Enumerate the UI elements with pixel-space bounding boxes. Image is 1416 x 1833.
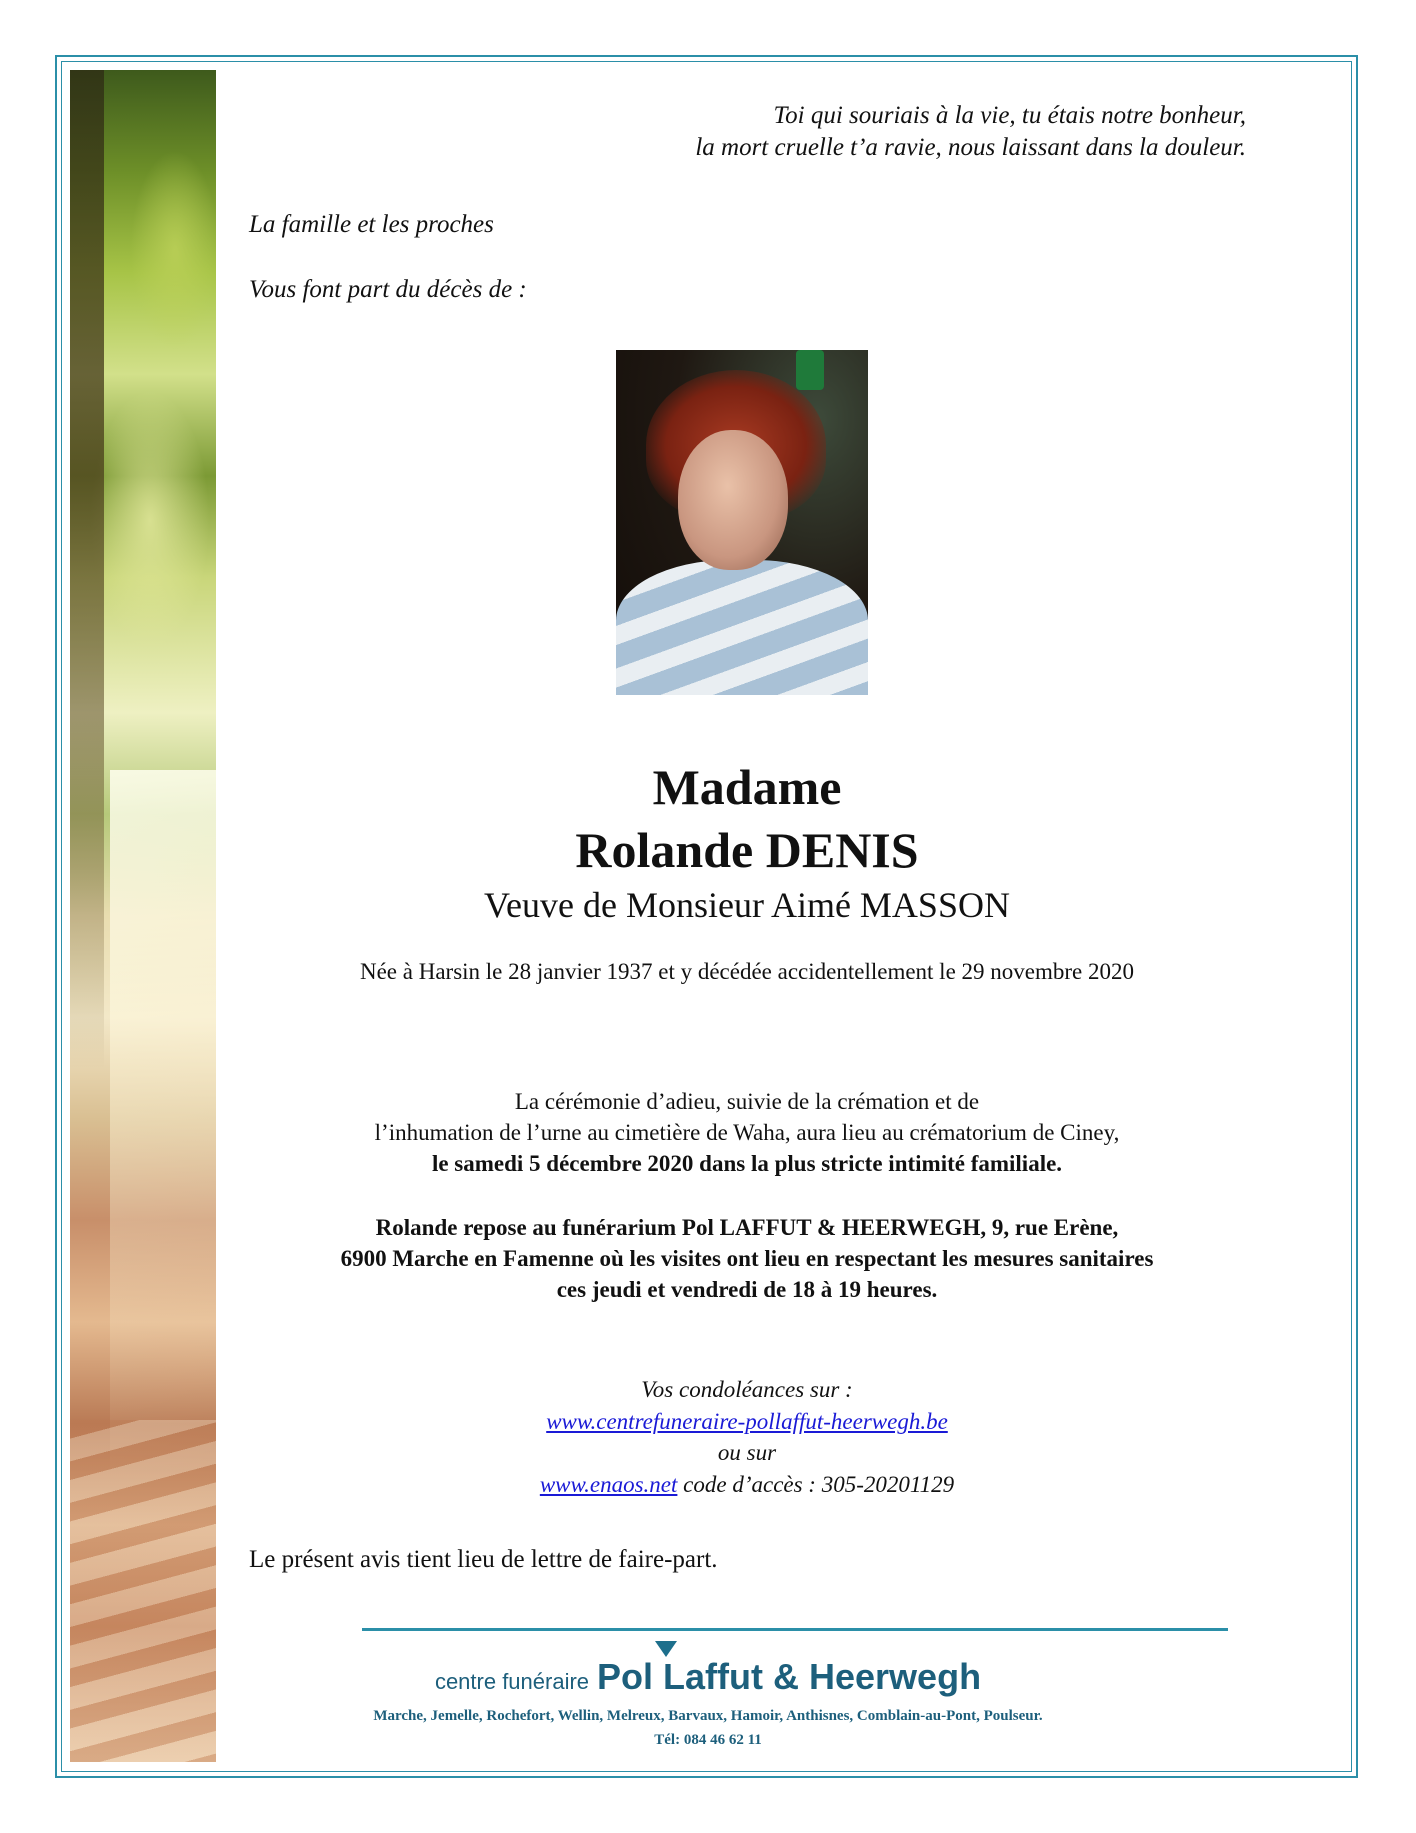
ceremony-line-2: l’inhumation de l’urne au cimetière de Waha, aura lieu au crématorium de Ciney, xyxy=(374,1120,1120,1145)
announce-line: Vous font part du décès de : xyxy=(249,276,527,303)
logo-rule xyxy=(362,1628,1228,1631)
condolences-link-row xyxy=(0,1406,1416,1437)
ceremony-line-1: La cérémonie d’adieu, suivie de la crémation et de xyxy=(514,1089,980,1114)
or-on-line: ou sur xyxy=(717,1440,777,1465)
logo-prefix: centre funéraire xyxy=(434,1669,590,1694)
notice-line: Le présent avis tient lieu de lettre de faire-part. xyxy=(249,1546,718,1573)
rest-line-2: 6900 Marche en Famenne où les visites ont lieu en respectant les mesures sanitaires xyxy=(340,1246,1154,1271)
enaos-website-link[interactable]: www.enaos.net xyxy=(539,1472,678,1497)
funeral-center-website-link[interactable]: www.centrefuneraire-pollaffut-heerwegh.be xyxy=(546,1409,948,1434)
deceased-name: Rolande DENIS xyxy=(575,822,919,878)
rest-line-3: ces jeudi et vendredi de 18 à 19 heures. xyxy=(556,1277,938,1302)
widow-of-line: Veuve de Monsieur Aimé MASSON xyxy=(484,885,1010,925)
poem xyxy=(546,100,1246,164)
logo-name: Pol Laffut & Heerwegh xyxy=(597,1656,982,1697)
condolences-label: Vos condoléances sur : xyxy=(641,1377,853,1402)
family-line: La famille et les proches xyxy=(249,211,494,238)
enaos-line xyxy=(0,1469,1416,1500)
poem-line-2: la mort cruelle t’a ravie, nous laissant dans la douleur. xyxy=(695,134,1246,161)
funeral-center-logo xyxy=(0,1656,1416,1698)
logo-towns: Marche, Jemelle, Rochefort, Wellin, Melreux, Barvaux, Hamoir, Anthisnes, Comblain-au-Pont, Poulseur. xyxy=(373,1708,1043,1724)
ceremony-date-line: le samedi 5 décembre 2020 dans la plus stricte intimité familiale. xyxy=(431,1151,1063,1176)
birth-death-line: Née à Harsin le 28 janvier 1937 et y décédée accidentellement le 29 novembre 2020 xyxy=(359,959,1134,984)
rest-line-1: Rolande repose au funérarium Pol LAFFUT & HEERWEGH, 9, rue Erène, xyxy=(375,1215,1119,1240)
poem-line-1: Toi qui souriais à la vie, tu étais notre bonheur, xyxy=(773,102,1246,129)
deceased-title: Madame xyxy=(652,759,842,815)
logo-arrow-icon xyxy=(655,1641,677,1657)
portrait-photo xyxy=(616,350,868,695)
access-code: code d’accès : 305-20201129 xyxy=(683,1472,955,1497)
logo-phone: Tél: 084 46 62 11 xyxy=(654,1732,762,1748)
